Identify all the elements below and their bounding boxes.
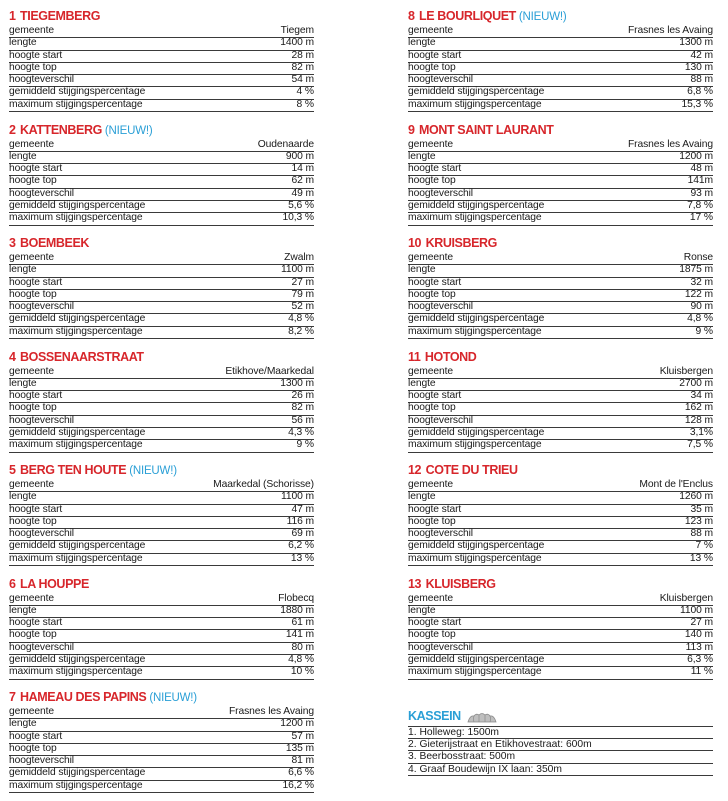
stat-value: 123 m	[684, 515, 713, 527]
stat-row	[408, 480, 713, 492]
stat-row	[9, 480, 314, 492]
stat-label: lengte	[408, 264, 436, 276]
stat-value: 1200 m	[679, 150, 713, 162]
climb-number: 6	[9, 576, 16, 591]
new-badge: (NIEUW!)	[149, 692, 197, 704]
stat-row	[408, 667, 713, 679]
stat-row	[9, 594, 314, 606]
stat-row	[9, 253, 314, 265]
stat-value: 52 m	[291, 301, 314, 313]
climb-number: 2	[9, 122, 16, 137]
stat-value: 27 m	[690, 617, 713, 629]
climb-name: LE BOURLIQUET	[419, 9, 516, 23]
stat-label: gemeente	[9, 25, 54, 36]
stat-label: gemeente	[9, 365, 54, 377]
climb-number: 10	[408, 236, 422, 250]
stat-label: hoogteverschil	[9, 641, 74, 653]
stat-value: 141m	[687, 175, 713, 187]
stat-label: hoogteverschil	[9, 74, 74, 86]
stat-label: gemiddeld stijgingspercentage	[9, 313, 146, 325]
stat-label: hoogte start	[9, 730, 63, 742]
right-column	[408, 6, 713, 687]
climb-header	[9, 233, 314, 253]
stat-label: gemiddeld stijgingspercentage	[408, 86, 545, 98]
stat-label: maximum stijgingspercentage	[408, 439, 542, 451]
stat-row	[9, 554, 314, 566]
climb-number: 5	[9, 463, 16, 477]
stat-label: lengte	[9, 37, 37, 49]
stat-value: 128 m	[684, 414, 713, 426]
stat-value: 54 m	[291, 74, 314, 86]
climb-block	[408, 120, 713, 234]
stat-label: gemeente	[9, 252, 54, 263]
stat-label: hoogte top	[408, 288, 456, 300]
stat-value: 1300 m	[280, 377, 314, 389]
stat-value: 17 %	[689, 212, 713, 224]
climb-name: KLUISBERG	[425, 576, 496, 591]
stat-value: 8,2 %	[288, 325, 314, 337]
stat-label: gemiddeld stijgingspercentage	[9, 653, 146, 665]
stat-value: 162 m	[684, 402, 713, 414]
stat-value: Oudenaarde	[257, 138, 314, 150]
stat-value: 8 %	[296, 98, 314, 110]
stat-value: 16,2 %	[282, 779, 314, 791]
stat-value: 10,3 %	[282, 212, 314, 224]
new-badge: (NIEUW!)	[104, 124, 153, 137]
stat-label: gemeente	[9, 592, 54, 604]
stat-value: Frasnes les Avaing	[228, 706, 314, 717]
stat-label: gemiddeld stijgingspercentage	[408, 653, 545, 665]
stat-value: 14 m	[291, 163, 314, 175]
stat-label: hoogteverschil	[9, 528, 74, 540]
stat-row	[9, 26, 314, 38]
climb-number: 8	[408, 9, 415, 23]
climb-header	[9, 6, 314, 26]
stat-label: lengte	[408, 377, 436, 389]
stat-label: hoogte start	[9, 617, 63, 629]
stat-row	[9, 781, 314, 793]
stat-row	[9, 100, 314, 112]
climb-number: 4	[9, 349, 16, 364]
stat-value: 1200 m	[280, 718, 314, 730]
stat-label: gemeente	[9, 138, 54, 150]
stat-label: hoogteverschil	[408, 74, 473, 86]
climb-block	[9, 347, 314, 461]
stat-value: 6,3 %	[687, 653, 713, 665]
stat-label: hoogteverschil	[9, 755, 74, 767]
stat-value: 2700 m	[679, 377, 713, 389]
stat-value: 1100 m	[281, 491, 314, 503]
climb-number: 3	[9, 236, 16, 250]
stat-label: gemiddeld stijgingspercentage	[408, 313, 545, 325]
kasseien-list	[408, 726, 713, 776]
climb-name: BOSSENAARSTRAAT	[20, 349, 144, 364]
climb-header	[408, 120, 713, 140]
stat-value: 56 m	[291, 414, 314, 426]
stat-value: 11 %	[690, 666, 713, 678]
climb-block	[9, 233, 314, 347]
stat-value: Etikhove/Maarkedal	[225, 365, 314, 377]
stat-label: gemiddeld stijgingspercentage	[408, 426, 545, 438]
stat-value: 1100 m	[281, 264, 314, 276]
stat-label: maximum stijgingspercentage	[9, 552, 143, 564]
stat-label: hoogte start	[408, 617, 462, 629]
stat-label: hoogte start	[408, 503, 462, 515]
stat-value: Ronse	[683, 252, 713, 263]
stat-label: maximum stijgingspercentage	[408, 666, 542, 678]
stat-row	[408, 367, 713, 379]
stat-row	[408, 140, 713, 152]
stat-value: 3,1%	[689, 426, 713, 438]
stat-label: maximum stijgingspercentage	[9, 779, 143, 791]
stat-value: 79 m	[291, 288, 314, 300]
stat-label: hoogte start	[9, 49, 63, 61]
stat-label: hoogte top	[9, 175, 57, 187]
stat-label: maximum stijgingspercentage	[9, 98, 143, 110]
stat-row	[9, 213, 314, 225]
kasseien-item: 4. Graaf Boudewijn IX laan: 350m	[408, 764, 713, 776]
stat-value: 9 %	[695, 325, 713, 337]
stat-value: 35 m	[690, 503, 713, 515]
stat-row	[408, 327, 713, 339]
climb-number: 1	[9, 9, 16, 23]
stat-label: gemiddeld stijgingspercentage	[9, 540, 146, 552]
stat-value: Frasnes les Avaing	[627, 138, 713, 150]
stat-label: hoogteverschil	[408, 641, 473, 653]
climb-header	[408, 347, 713, 367]
kasseien-header	[408, 708, 713, 724]
stat-value: 10 %	[290, 666, 314, 678]
stat-value: 49 m	[291, 187, 314, 199]
stat-label: maximum stijgingspercentage	[408, 98, 542, 110]
stat-value: 5,6 %	[288, 199, 314, 211]
stat-value: Flobecq	[278, 592, 314, 604]
climb-name: LA HOUPPE	[20, 576, 89, 591]
stat-value: 7,5 %	[687, 439, 713, 451]
stat-value: 1875 m	[679, 264, 713, 276]
stat-label: gemeente	[408, 138, 453, 150]
stat-value: Mont de l'Enclus	[639, 479, 713, 490]
stat-label: gemiddeld stijgingspercentage	[9, 86, 146, 98]
new-badge: (NIEUW!)	[129, 465, 177, 477]
stat-label: lengte	[9, 264, 37, 276]
left-column	[9, 6, 314, 801]
climb-name: BERG TEN HOUTE	[20, 463, 127, 477]
stat-row	[408, 26, 713, 38]
stat-value: 122 m	[684, 288, 713, 300]
stat-label: hoogte start	[9, 390, 63, 402]
climb-name: COTE DU TRIEU	[425, 463, 518, 477]
stat-value: 116 m	[286, 515, 314, 527]
climb-number: 11	[408, 349, 421, 364]
stat-label: lengte	[408, 604, 436, 616]
stat-label: hoogte start	[9, 503, 63, 515]
stat-label: hoogte top	[408, 515, 456, 527]
stat-label: hoogte top	[408, 61, 456, 73]
stat-label: gemeente	[408, 365, 453, 377]
stat-value: 61 m	[291, 617, 314, 629]
climb-header	[408, 574, 713, 594]
stat-value: 88 m	[690, 528, 713, 540]
cobblestone-icon	[467, 710, 497, 722]
stat-value: 140 m	[684, 629, 713, 641]
stat-row	[408, 213, 713, 225]
stat-label: gemeente	[9, 479, 54, 490]
stat-label: hoogte top	[408, 402, 456, 414]
stat-row	[9, 440, 314, 452]
stat-value: 82 m	[291, 61, 314, 73]
climb-block	[408, 233, 713, 347]
kasseien-item: 2. Gieterijstraat en Etikhovestraat: 600m	[408, 739, 713, 751]
climb-name: KRUISBERG	[425, 236, 497, 250]
stat-label: maximum stijgingspercentage	[9, 212, 143, 224]
climb-name: KATTENBERG	[20, 122, 102, 137]
climb-block	[9, 574, 314, 688]
stat-value: 6,8 %	[687, 86, 713, 98]
stat-label: maximum stijgingspercentage	[408, 552, 542, 564]
climb-header	[9, 120, 314, 140]
stat-label: maximum stijgingspercentage	[408, 212, 542, 224]
climb-header	[408, 233, 713, 253]
climb-header	[9, 687, 314, 707]
stat-value: 135 m	[285, 742, 314, 754]
stat-label: hoogteverschil	[408, 414, 473, 426]
stat-value: 6,2 %	[288, 540, 314, 552]
stat-label: hoogte start	[9, 163, 63, 175]
climb-name: MONT SAINT LAURANT	[419, 122, 554, 137]
stat-value: 80 m	[291, 641, 314, 653]
climb-block	[9, 6, 314, 120]
stat-value: 57 m	[291, 730, 314, 742]
climb-number: 12	[408, 463, 422, 477]
climb-header	[408, 460, 713, 480]
stat-value: 42 m	[690, 49, 713, 61]
stat-value: 130 m	[684, 61, 713, 73]
stat-value: 15,3 %	[681, 98, 713, 110]
climb-header	[9, 460, 314, 480]
stat-label: lengte	[408, 150, 436, 162]
stat-label: hoogte top	[9, 402, 57, 414]
stat-label: hoogte start	[408, 49, 462, 61]
stat-row	[9, 707, 314, 719]
stat-row	[408, 100, 713, 112]
stat-value: 9 %	[296, 439, 314, 451]
stat-value: 1880 m	[280, 604, 314, 616]
stat-value: 13 %	[290, 552, 314, 564]
stat-value: 7,8 %	[687, 199, 713, 211]
stat-label: maximum stijgingspercentage	[408, 325, 542, 337]
stat-value: 81 m	[291, 755, 314, 767]
stat-value: 69 m	[291, 528, 314, 540]
stat-label: lengte	[9, 491, 37, 503]
kasseien-item: 1. Holleweg: 1500m	[408, 727, 713, 739]
stat-value: 82 m	[291, 402, 314, 414]
stat-label: hoogte top	[9, 515, 57, 527]
stat-label: hoogte start	[408, 390, 462, 402]
stat-label: hoogte top	[408, 175, 456, 187]
kasseien-section	[408, 708, 713, 776]
stat-label: hoogte start	[408, 276, 462, 288]
stat-value: 48 m	[690, 163, 713, 175]
climb-name: HAMEAU DES PAPINS	[20, 690, 147, 704]
climb-number: 7	[9, 690, 16, 704]
stat-label: hoogteverschil	[9, 301, 74, 313]
stat-label: maximum stijgingspercentage	[9, 325, 143, 337]
stat-label: gemeente	[408, 25, 453, 36]
stat-label: hoogteverschil	[408, 528, 473, 540]
stat-label: maximum stijgingspercentage	[9, 666, 143, 678]
stat-value: 1300 m	[679, 37, 713, 49]
stat-value: 62 m	[291, 175, 314, 187]
climb-number: 9	[408, 122, 415, 137]
stat-value: 4,8 %	[687, 313, 713, 325]
stat-row	[408, 253, 713, 265]
stat-label: hoogte top	[9, 61, 57, 73]
stat-row	[408, 594, 713, 606]
stat-value: Tiegem	[280, 25, 314, 36]
stat-value: 34 m	[690, 390, 713, 402]
stat-value: 26 m	[291, 390, 314, 402]
climb-block	[408, 6, 713, 120]
stat-row	[408, 554, 713, 566]
stat-label: maximum stijgingspercentage	[9, 439, 143, 451]
stat-row	[9, 667, 314, 679]
stat-value: 93 m	[690, 187, 713, 199]
stat-label: lengte	[9, 718, 37, 730]
stat-label: gemeente	[408, 252, 453, 263]
stat-label: lengte	[9, 150, 37, 162]
climb-block	[9, 687, 314, 801]
stat-value: Kluisbergen	[659, 592, 713, 604]
stat-value: 90 m	[690, 301, 713, 313]
stat-value: Kluisbergen	[659, 365, 713, 377]
stat-label: lengte	[9, 604, 37, 616]
stat-label: lengte	[9, 377, 37, 389]
stat-label: hoogte top	[9, 629, 57, 641]
stat-value: 1100 m	[680, 604, 713, 616]
stat-label: hoogteverschil	[408, 187, 473, 199]
stat-label: gemiddeld stijgingspercentage	[408, 199, 545, 211]
stat-label: gemeente	[408, 479, 453, 490]
stat-value: 4 %	[296, 86, 314, 98]
stat-label: lengte	[408, 37, 436, 49]
stat-row	[9, 367, 314, 379]
climb-block	[408, 574, 713, 688]
stat-label: lengte	[408, 491, 436, 503]
stat-value: Maarkedal (Schorisse)	[213, 479, 314, 490]
stat-value: 28 m	[291, 49, 314, 61]
kasseien-title: KASSEIN	[408, 709, 461, 723]
stat-value: 6,6 %	[288, 767, 314, 779]
stat-label: hoogteverschil	[9, 187, 74, 199]
new-badge: (NIEUW!)	[518, 11, 567, 23]
stat-value: Zwalm	[284, 252, 314, 263]
stat-label: hoogte start	[9, 276, 63, 288]
stat-value: 1400 m	[280, 37, 314, 49]
stat-value: 32 m	[690, 276, 713, 288]
stat-value: 7 %	[695, 540, 713, 552]
climb-block	[9, 460, 314, 574]
climb-header	[9, 574, 314, 594]
stat-label: hoogteverschil	[408, 301, 473, 313]
climb-header	[9, 347, 314, 367]
climb-name: TIEGEMBERG	[20, 9, 101, 23]
climb-name: BOEMBEEK	[20, 236, 90, 250]
stat-row	[9, 327, 314, 339]
stat-label: gemiddeld stijgingspercentage	[9, 426, 146, 438]
stat-label: hoogteverschil	[9, 414, 74, 426]
climb-header	[408, 6, 713, 26]
stat-value: Frasnes les Avaing	[627, 25, 713, 36]
stat-value: 113 m	[685, 641, 713, 653]
stat-label: hoogte top	[408, 629, 456, 641]
climb-block	[408, 347, 713, 461]
stat-value: 27 m	[291, 276, 314, 288]
stat-value: 88 m	[690, 74, 713, 86]
stat-value: 1260 m	[679, 491, 713, 503]
stat-value: 13 %	[689, 552, 713, 564]
stat-label: hoogte top	[9, 288, 57, 300]
climb-number: 13	[408, 576, 422, 591]
stat-label: gemeente	[408, 592, 453, 604]
climb-name: HOTOND	[424, 349, 477, 364]
stat-label: gemiddeld stijgingspercentage	[9, 767, 146, 779]
stat-label: hoogte top	[9, 742, 57, 754]
stat-value: 4,8 %	[288, 313, 314, 325]
kasseien-item: 3. Beerbosstraat: 500m	[408, 751, 713, 763]
stat-value: 141 m	[285, 629, 314, 641]
stat-label: gemiddeld stijgingspercentage	[408, 540, 545, 552]
climb-block	[408, 460, 713, 574]
climb-block	[9, 120, 314, 234]
stat-value: 47 m	[291, 503, 314, 515]
stat-value: 4,3 %	[288, 426, 314, 438]
stat-row	[408, 440, 713, 452]
stat-label: gemeente	[9, 706, 54, 717]
stat-value: 900 m	[285, 150, 314, 162]
stat-label: gemiddeld stijgingspercentage	[9, 199, 146, 211]
stat-row	[9, 140, 314, 152]
stat-value: 4,8 %	[288, 653, 314, 665]
stat-label: hoogte start	[408, 163, 462, 175]
